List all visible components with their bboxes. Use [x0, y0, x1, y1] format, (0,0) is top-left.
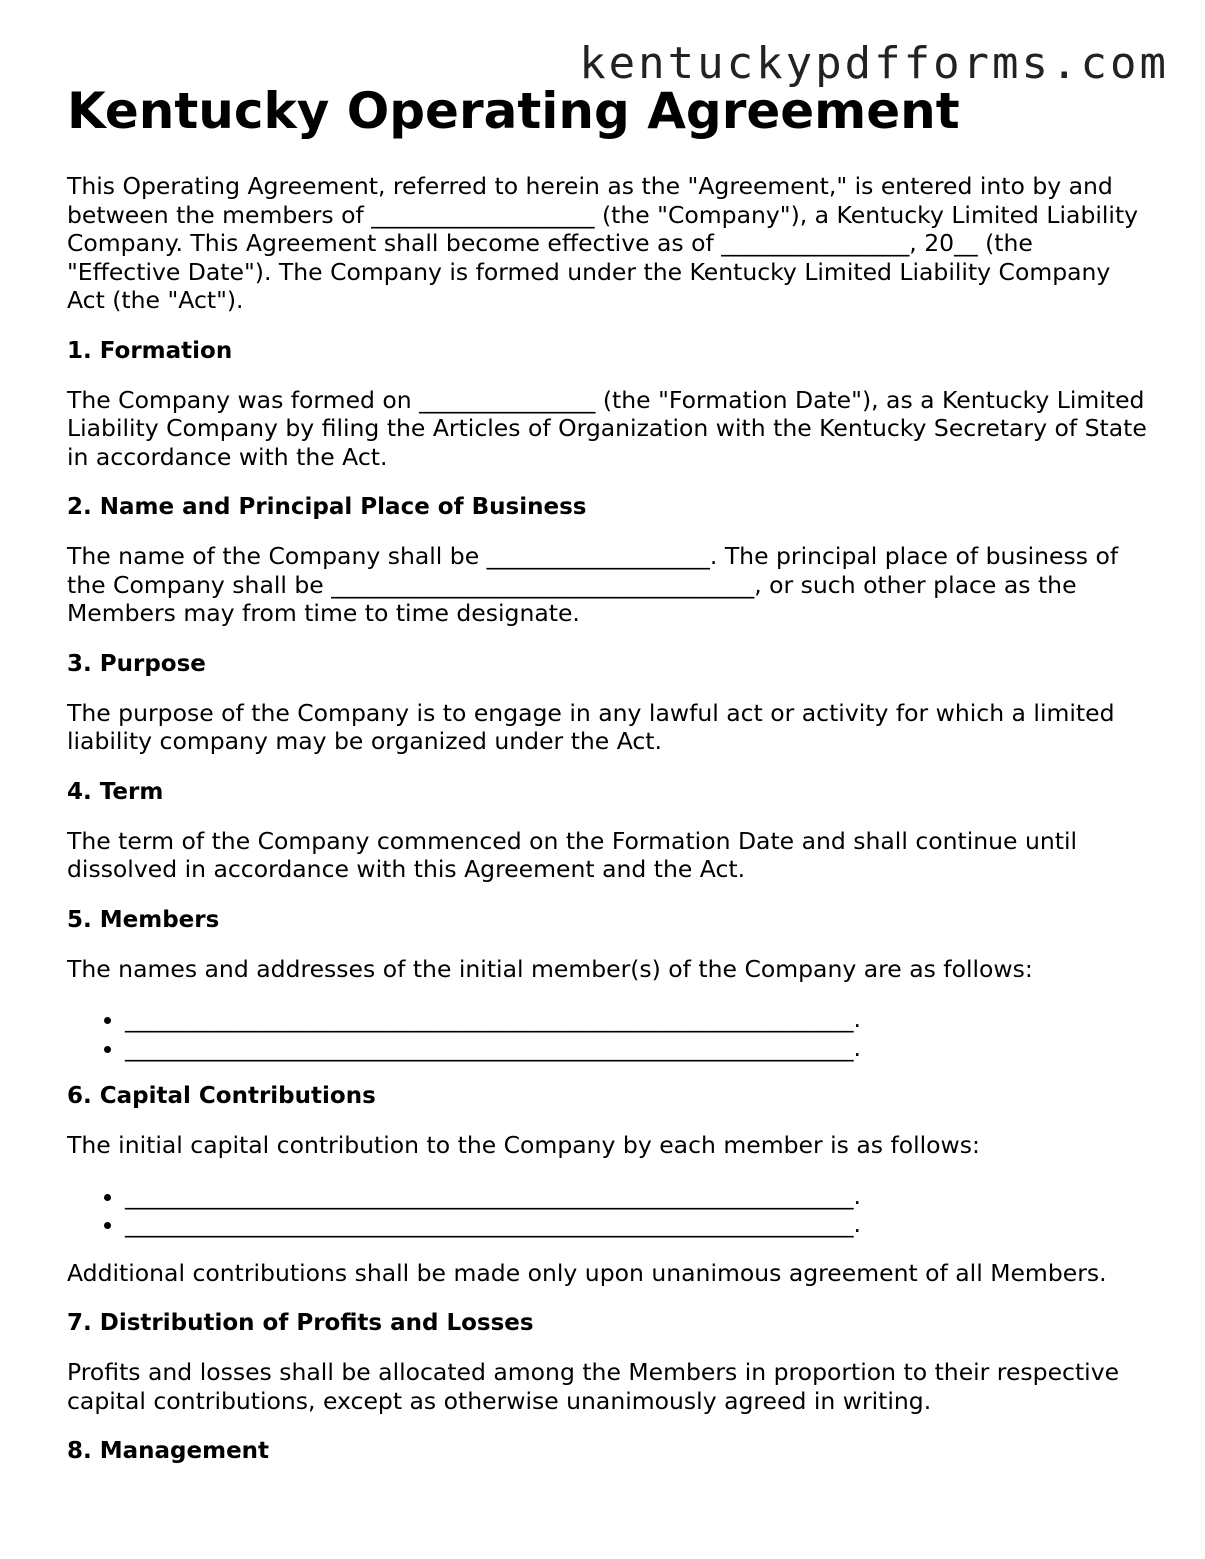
section-text-purpose: The purpose of the Company is to engage in any lawful act or activity for which a limited liability company may be organized under the Act. [67, 698, 1115, 755]
list-item: • ______________________________________________________________. [125, 1005, 1152, 1034]
section-text-term: The term of the Company commenced on the Formation Date and shall continue until dissolved in accordance with this Agreement and the Act. [67, 826, 1078, 883]
section-text-formation: The Company was formed on _______________ (the "Formation Date"), as a Kentucky Limited Liability Company by filing the Articles of Organization with the Kentucky Secretary of State in accordance with the Act. [67, 385, 1147, 471]
section-heading-distribution: 7. Distribution of Profits and Losses [67, 1310, 534, 1336]
section-text-capital: The initial capital contribution to the Company by each member is as follows: [67, 1131, 980, 1159]
page-title: Kentucky Operating Agreement [67, 82, 960, 140]
capital-list [67, 1182, 1152, 1239]
list-item: • ______________________________________________________________. [125, 1034, 1152, 1063]
document-body [67, 172, 1152, 1486]
section-text-capital-additional: Additional contributions shall be made only upon unanimous agreement of all Members. [67, 1258, 1107, 1287]
list-item: • ______________________________________________________________. [125, 1182, 1152, 1211]
section-heading-name: 2. Name and Principal Place of Business [67, 494, 587, 520]
section-text-distribution: Profits and losses shall be allocated among the Members in proportion to their respective capital contributions, except as otherwise unanimously agreed in writing. [67, 1358, 1120, 1415]
section-heading-purpose: 3. Purpose [67, 650, 206, 677]
section-heading-management: 8. Management [67, 1438, 270, 1464]
intro-paragraph: This Operating Agreement, referred to herein as the "Agreement," is entered into by and between the members of ___________________ (the "Company"), a Kentucky Limited Liability Company. This Agreement shall become effective as of ________________, 20__ (the "Effective Date"). The Company is formed under the Kentucky Limited Liability Company Act (the "Act"). [67, 172, 1139, 314]
section-text-name: The name of the Company shall be ___________________. The principal place of business of the Company shall be ____________________________________, or such other place as the Members may from time to time designate. [67, 542, 1119, 627]
section-heading-term: 4. Term [67, 778, 164, 805]
section-text-members: The names and addresses of the initial member(s) of the Company are as follows: [67, 954, 1033, 983]
list-item: • ______________________________________________________________. [125, 1210, 1152, 1239]
members-list [67, 1005, 1152, 1062]
section-heading-capital: 6. Capital Contributions [67, 1083, 376, 1109]
site-watermark: kentuckypdfforms.com [579, 38, 1169, 89]
section-heading-formation: 1. Formation [67, 337, 233, 364]
section-heading-members: 5. Members [67, 906, 220, 933]
